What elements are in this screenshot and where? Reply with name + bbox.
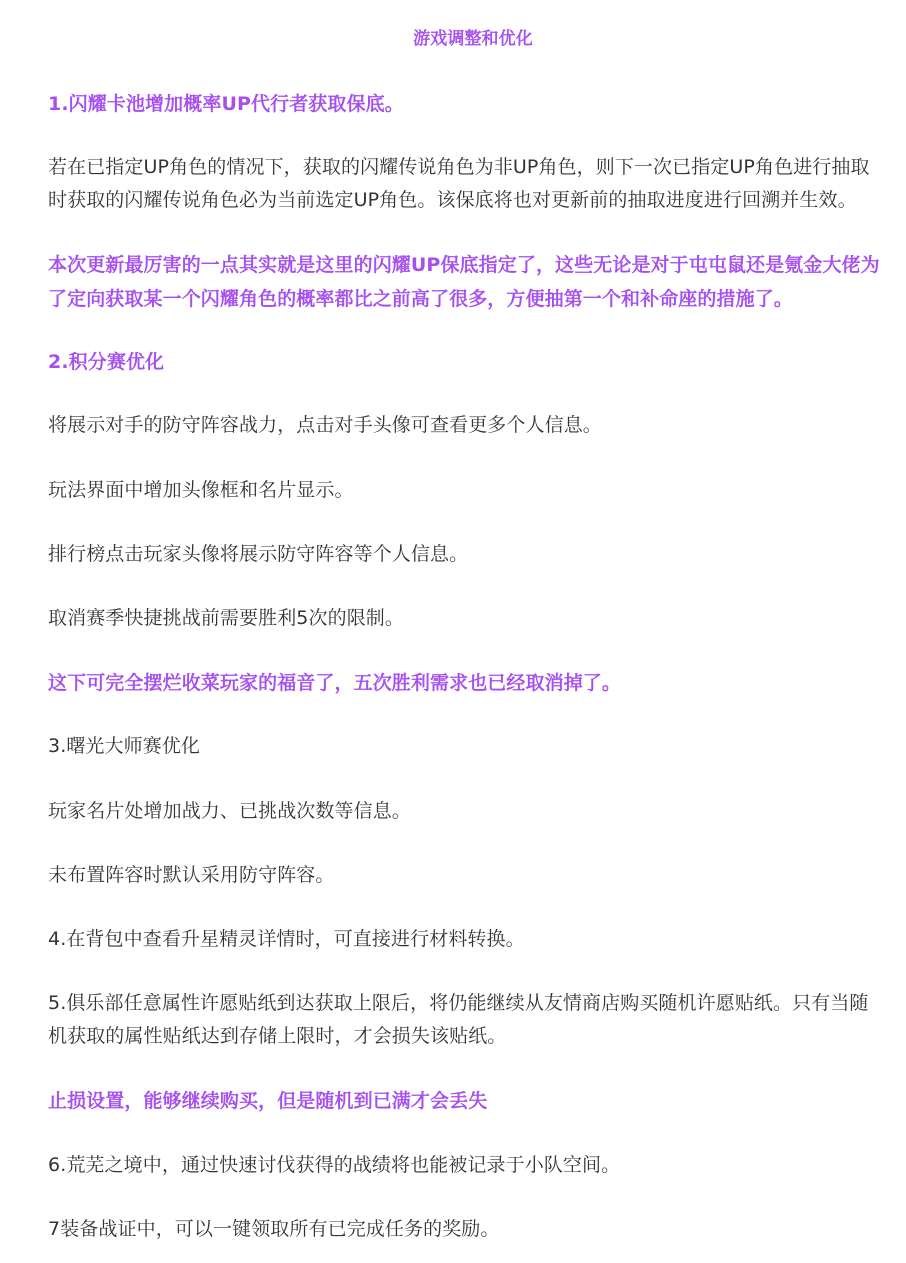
section-5-text-line-2: 机获取的属性贴纸达到存储上限时，才会损失该贴纸。: [48, 1025, 507, 1047]
section-2-item: 取消赛季快捷挑战前需要胜利5次的限制。: [48, 607, 404, 629]
section-4-text: 4.在背包中查看升星精灵详情时，可直接进行材料转换。: [48, 928, 525, 950]
section-3-heading: 3.曙光大师赛优化: [48, 735, 201, 757]
section-7-text: 7装备战证中，可以一键领取所有已完成任务的奖励。: [48, 1218, 500, 1240]
section-6-text: 6.荒芜之境中，通过快速讨伐获得的战绩将也能被记录于小队空间。: [48, 1154, 621, 1176]
section-3-item: 未布置阵容时默认采用防守阵容。: [48, 864, 335, 886]
article-title: 游戏调整和优化: [413, 29, 533, 49]
section-2-heading: 2.积分赛优化: [48, 351, 165, 373]
section-2-item: 排行榜点击玩家头像将展示防守阵容等个人信息。: [48, 543, 469, 565]
section-1-comment-line-1: 本次更新最厉害的一点其实就是这里的闪耀UP保底指定了，这些无论是对于屯屯鼠还是氪金大佬为: [48, 254, 880, 276]
section-2-item: 将展示对手的防守阵容战力，点击对手头像可查看更多个人信息。: [48, 414, 602, 436]
section-1-body-line-1: 若在已指定UP角色的情况下，获取的闪耀传说角色为非UP角色，则下一次已指定UP角色进行抽取: [48, 156, 870, 178]
section-2-comment: 这下可完全摆烂收菜玩家的福音了，五次胜利需求也已经取消掉了。: [48, 672, 622, 694]
section-2-item: 玩法界面中增加头像框和名片显示。: [48, 479, 354, 501]
section-1-body-line-2: 时获取的闪耀传说角色必为当前选定UP角色。该保底将也对更新前的抽取进度进行回溯并生效。: [48, 189, 857, 211]
section-3-item: 玩家名片处增加战力、已挑战次数等信息。: [48, 800, 411, 822]
section-5-comment: 止损设置，能够继续购买，但是随机到已满才会丢失: [48, 1090, 488, 1112]
section-5-text-line-1: 5.俱乐部任意属性许愿贴纸到达获取上限后，将仍能继续从友情商店购买随机许愿贴纸。只有当随: [48, 992, 869, 1014]
section-1-comment-line-2: 了定向获取某一个闪耀角色的概率都比之前高了很多，方便抽第一个和补命座的措施了。: [48, 288, 793, 310]
section-1-heading: 1.闪耀卡池增加概率UP代行者获取保底。: [48, 93, 404, 115]
